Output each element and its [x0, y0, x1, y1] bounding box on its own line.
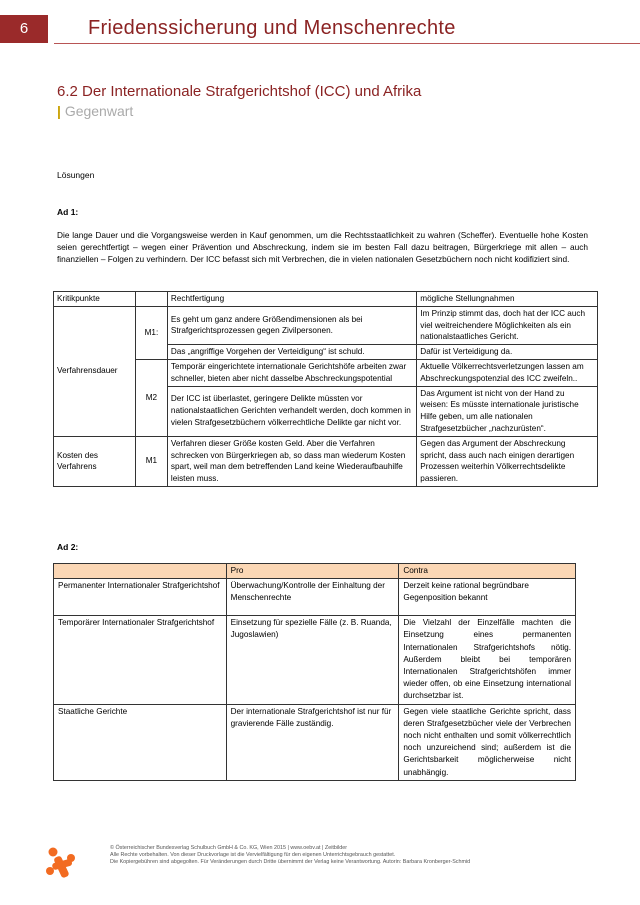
footer-copyright: © Österreichischer Bundesverlag Schulbuch GmbH & Co. KG, Wien 2015 | www.oebv.at | Zeitbilder — [110, 845, 348, 851]
stellungnahme-cell: Aktuelle Völkerrechtsverletzungen lassen am Abschreckungspotenzial des ICC zweifeln.. — [417, 359, 598, 386]
ad2-label: Ad 2: — [57, 542, 79, 552]
contra-cell: Die Vielzahl der Einzelfälle machten die Einsetzung eines permanenten Internationalen Strafgerichtshofs nötig. Außerdem bleibt bei temporären Internationalen Strafgerichtshöfen immer wieder offen, ob eine Einsetzung international durchsetzbar ist. — [399, 616, 576, 704]
stellungnahme-cell: Gegen das Argument der Abschreckung spricht, dass auch nach einigen derartigen Prozessen weiterhin Völkerrechtsdelikte passieren. — [417, 436, 598, 486]
table-header-cell: Kritikpunkte — [54, 292, 136, 307]
section-subtitle: | Gegenwart — [57, 103, 134, 119]
rechtfertigung-cell: Das „angriffige Vorgehen der Verteidigung“ ist schuld. — [167, 345, 416, 360]
table-row — [54, 306, 598, 344]
material-cell: M1 — [135, 436, 167, 486]
material-cell: M2 — [135, 359, 167, 436]
stellungnahme-cell: Dafür ist Verteidigung da. — [417, 345, 598, 360]
table-header-cell: mögliche Stellungnahmen — [417, 292, 598, 307]
rechtfertigung-cell: Es geht um ganz andere Größendimensionen als bei Strafgerichtsprozessen gegen Zivilpersonen. — [167, 306, 416, 344]
footer-rights: Alle Rechte vorbehalten. Von dieser Druckvorlage ist die Vervielfältigung für den eigenen Unterrichtsgebrauch gestattet. — [110, 852, 396, 858]
rechtfertigung-cell: Verfahren dieser Größe kosten Geld. Aber die Verfahren schrecken von Bürgerkriegen ab, so dass man wiederum Kosten spart, weil man dem betreffenden Land keine Wiederaufbauhilfe leisten muss. — [167, 436, 416, 486]
table-header-cell: Pro — [226, 564, 399, 579]
table-row — [54, 359, 598, 386]
loesungen-label: Lösungen — [57, 170, 95, 180]
kritikpunkt-cell: Kosten des Verfahrens — [54, 436, 136, 486]
stellungnahme-cell: Das Argument ist nicht von der Hand zu weisen: Es müsste internationale juristische Hilfe geben, um alle nationalen Strafgesetzbücher „nachzurüsten“. — [417, 386, 598, 436]
court-type-cell: Temporärer Internationaler Strafgerichtshof — [54, 616, 227, 704]
footer — [110, 845, 470, 866]
contra-cell: Gegen viele staatliche Gerichte spricht, dass deren Strafgesetzbücher viele der Verbrechen noch nicht enthalten und somit völkerrechtlich noch unzureichend sind; außerdem ist die Gerichtsbarkeit möglicherweise nicht unabhängig. — [399, 704, 576, 780]
table-header-row — [54, 292, 598, 307]
table-header-cell — [54, 564, 227, 579]
table-header-cell: Rechtfertigung — [167, 292, 416, 307]
rechtfertigung-cell: Temporär eingerichtete internationale Gerichtshöfe arbeiten zwar schneller, bieten aber nicht dasselbe Abschreckungspotential — [167, 359, 416, 386]
pro-cell: Überwachung/Kontrolle der Einhaltung der Menschenrechte — [226, 579, 399, 616]
pro-cell: Einsetzung für spezielle Fälle (z. B. Ruanda, Jugoslawien) — [226, 616, 399, 704]
header-divider — [54, 43, 640, 44]
subtitle-text: Gegenwart — [64, 103, 134, 119]
ad1-table — [53, 291, 598, 487]
table-row — [54, 579, 576, 616]
publisher-logo-icon — [44, 846, 78, 880]
footer-notice: Die Kopiergebühren sind abgegolten. Für Veränderungen durch Dritte übernimmt der Verlag keine Verantwortung. Autorin: Barbara Kronberger-Schmid — [110, 859, 471, 865]
chapter-title: Friedenssicherung und Menschenrechte — [88, 17, 456, 39]
kritikpunkt-cell: Verfahrensdauer — [54, 306, 136, 436]
stellungnahme-cell: Im Prinzip stimmt das, doch hat der ICC auch viel weitreichendere Möglichkeiten als ein nationalstaatliches Gericht. — [417, 306, 598, 344]
contra-cell: Derzeit keine rational begründbare Gegenposition bekannt — [399, 579, 576, 616]
ad1-paragraph: Die lange Dauer und die Vorgangsweise werden in Kauf genommen, um die Rechtsstaatlichkeit zu wahren (Scheffer). Eventuelle hohe Kosten seien gerechtfertigt – wegen einer Prävention und Abschreckung, indem sie im besten Fall dazu beitragen, Bürgerkriege mit allen – auch finanziellen – Folgen zu verhindern. Der ICC befasst sich mit Verbrechen, die in vielen nationalen Gesetzbüchern noch nicht kodifiziert sind. — [57, 230, 588, 264]
table-header-cell — [135, 292, 167, 307]
section-title: 6.2 Der Internationale Strafgerichtshof (ICC) und Afrika — [57, 83, 422, 100]
page-number: 6 — [0, 15, 48, 43]
ad1-label: Ad 1: — [57, 207, 79, 217]
table-row — [54, 704, 576, 780]
court-type-cell: Staatliche Gerichte — [54, 704, 227, 780]
pro-cell: Der internationale Strafgerichtshof ist nur für gravierende Fälle zuständig. — [226, 704, 399, 780]
table-header-row — [54, 564, 576, 579]
rechtfertigung-cell: Der ICC ist überlastet, geringere Delikte müssten vor nationalstaatlichen Gerichten verhandelt werden, doch kommen in vielen Strafgesetzbüchern völkerrechtliche Delikte gar nicht vor. — [167, 386, 416, 436]
court-type-cell: Permanenter Internationaler Strafgerichtshof — [54, 579, 227, 616]
table-row — [54, 436, 598, 486]
ad2-table — [53, 563, 576, 781]
table-row — [54, 616, 576, 704]
table-header-cell: Contra — [399, 564, 576, 579]
material-cell: M1: — [135, 306, 167, 359]
